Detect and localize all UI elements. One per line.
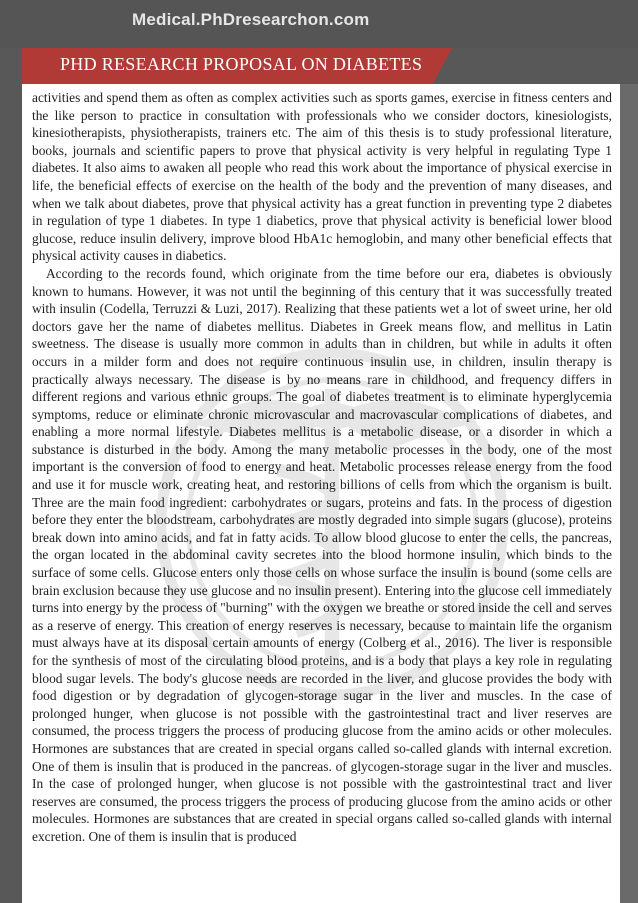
paragraph-1: activities and spend them as often as complex activities such as sports games, exercise in fitness centers and the like person to practice in consultation with professionals who we consider doctors, kinesiologists, kinesiotherapists, physiotherapists, trainers etc. The aim of this thesis is to study professional literature, books, journals and scientific papers to prove that physical activity is very helpful in regulating Type 1 diabetes. It also aims to awaken all people who read this work about the importance of physical exercise in life, the beneficial effects of exercise on the health of the body and the prevention of many diseases, and when we talk about diabetes, prove that physical activity has a great function in preventing type 2 diabetes in regulation of type 1 diabetes. In type 1 diabetics, prove that physical activity is beneficial lower blood glucose, reduce insulin delivery, improve blood HbA1c hemoglobin, and many other beneficial effects that physical activity causes in diabetics. xyxy=(32,90,612,264)
document-page xyxy=(22,84,620,903)
page-title: PHD RESEARCH PROPOSAL ON DIABETES xyxy=(60,54,423,74)
body-text xyxy=(22,84,620,846)
site-url[interactable]: Medical.PhDresearchon.com xyxy=(132,10,370,29)
page-edge xyxy=(620,84,638,903)
paragraph-2: According to the records found, which originate from the time before our era, diabetes is obviously known to humans. However, it was not until the beginning of this century that it was successfully treated with insulin (Codella, Terruzzi & Luzi, 2017). Realizing that these patients wet a lot of sweet urine, her old doctors gave her the name of diabetes mellitus. Diabetes in Greek means flow, and mellitus in Latin sweetness. The disease is usually more common in adults than in children, but while in adults it often occurs in a milder form and does not require continuous insulin use, in children, insulin therapy is practically always necessary. The disease is by no means rare in childhood, and frequency differs in different regions and various ethnic groups. The goal of diabetes treatment is to eliminate hyperglycemia symptoms, reduce or eliminate chronic microvascular and macrovascular complications of diabetes, and enabling a more normal lifestyle. Diabetes mellitus is a metabolic disease, or a disorder in which a substance is disturbed in the body. Among the many metabolic processes in the body, one of the most important is the conversion of food to energy and heat. Metabolic processes release energy from the food and use it for muscle work, creating heat, and restoring billions of cells from which the organism is built. Three are the main food ingredient: carbohydrates or sugars, proteins and fats. In the process of digestion before they enter the bloodstream, carbohydrates are mostly degraded into simple sugars (glucose), proteins break down into amino acids, and fat in fatty acids. To allow blood glucose to enter the cells, the pancreas, the organ located in the abdominal cavity secretes into the blood hormone insulin, which binds to the surface of some cells. Glucose enters only those cells on whose surface the insulin is bound (some cells are brain exclusion because they use glucose and no insulin present). Entering into the glucose cell immediately turns into energy by the process of "burning" with the oxygen we breathe or stored inside the cell and serves as a reserve of energy. This creation of energy reserves is necessary, because to maintain life the organism must always have at its disposal certain amounts of energy (Colberg et al., 2016). The liver is responsible for the synthesis of most of the circulating blood proteins, and is a body that plays a key role in regulating blood sugar levels. The body's glucose needs are recorded in the liver, and glucose provides the body with food digestion or by degradation of glycogen-storage sugar in the liver and muscles. In the case of prolonged hunger, when glucose is not possible with the gastrointestinal tract and liver reserves are consumed, the process triggers the process of producing glucose from the amino acids or other molecules. Hormones are substances that are created in special organs called so-called glands with internal excretion. One of them is insulin that is produced in the pancreas. of glycogen-storage sugar in the liver and muscles. In the case of prolonged hunger, when glucose is not possible with the gastrointestinal tract and liver reserves are consumed, the process triggers the process of producing glucose from the amino acids or other molecules. Hormones are substances that are created in special organs called so-called glands with internal excretion. One of them is insulin that is produced xyxy=(32,265,613,844)
